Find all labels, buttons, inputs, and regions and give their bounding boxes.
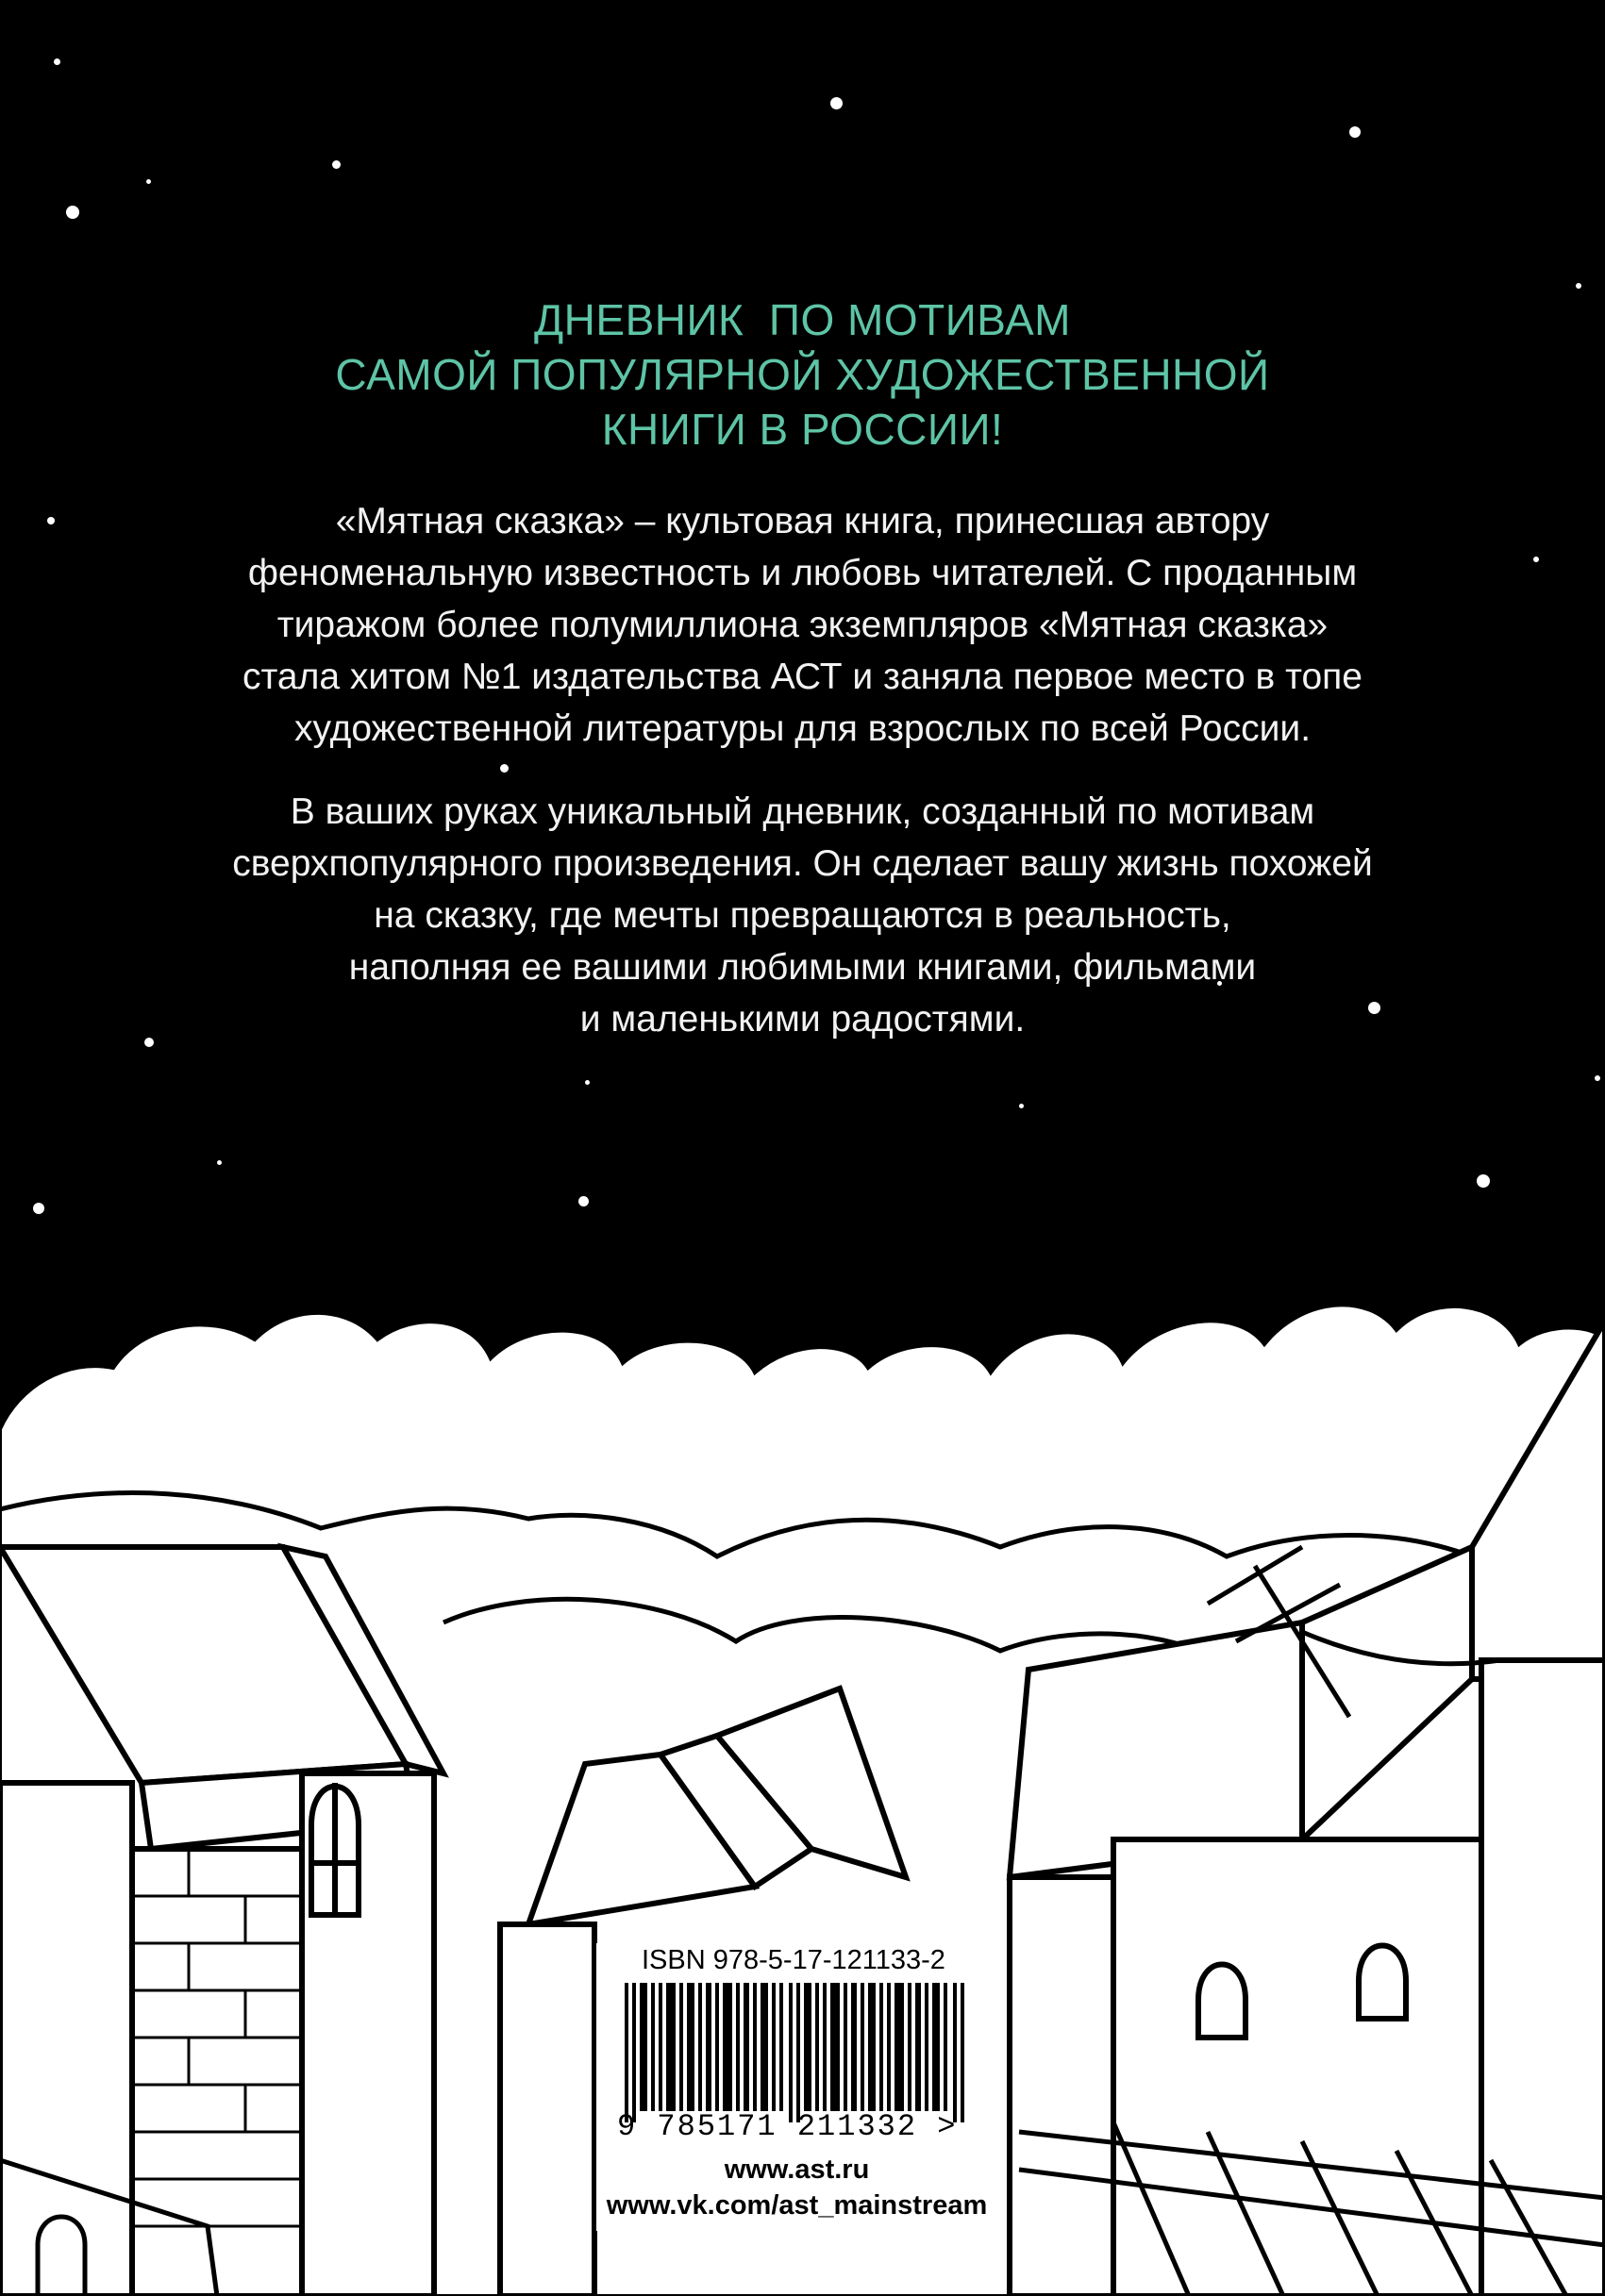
paragraph-line: сверхпопулярного произведения. Он сделает вашу жизнь похожей xyxy=(232,843,1373,884)
star xyxy=(146,179,151,184)
star xyxy=(585,1080,590,1085)
headline xyxy=(0,292,1605,457)
vk-link[interactable]: www.vk.com/ast_mainstream xyxy=(606,2190,988,2221)
website-link[interactable]: www.ast.ru xyxy=(724,2155,870,2185)
description-paragraph-1 xyxy=(0,495,1605,755)
star xyxy=(578,1196,589,1206)
star xyxy=(66,206,79,219)
paragraph-line: тиражом более полумиллиона экземпляров «Мятная сказка» xyxy=(276,605,1329,645)
star xyxy=(33,1203,44,1214)
description-paragraph-2 xyxy=(0,786,1605,1045)
paragraph-line: и маленькими радостями. xyxy=(579,999,1026,1040)
paragraph-line: В ваших руках уникальный дневник, созданный по мотивам xyxy=(290,791,1315,832)
star xyxy=(1477,1174,1490,1188)
star xyxy=(1349,126,1361,138)
barcode-box xyxy=(596,1943,997,2231)
paragraph-line: «Мятная сказка» – культовая книга, принесшая автору xyxy=(335,501,1270,541)
star xyxy=(1019,1104,1024,1108)
star xyxy=(1595,1075,1600,1081)
barcode-icon xyxy=(625,1983,966,2122)
paragraph-line: на сказку, где мечты превращаются в реальность, xyxy=(374,895,1231,936)
paragraph-line: наполняя ее вашими любимыми книгами, фильмами xyxy=(348,947,1257,988)
paragraph-line: художественной литературы для взрослых по всей России. xyxy=(293,708,1312,749)
star xyxy=(217,1160,222,1165)
headline-line: САМОЙ ПОПУЛЯРНОЙ ХУДОЖЕСТВЕННОЙ xyxy=(335,350,1270,399)
paragraph-line: феноменальную известность и любовь читателей. С проданным xyxy=(247,553,1358,593)
star xyxy=(54,58,60,65)
barcode-digits: 9 785171 211332 > xyxy=(617,2109,958,2144)
star xyxy=(500,764,509,773)
headline-line: ДНЕВНИК ПО МОТИВАМ xyxy=(534,295,1071,344)
star xyxy=(1576,283,1581,289)
star xyxy=(332,160,341,169)
headline-line: КНИГИ В РОССИИ! xyxy=(601,405,1004,454)
star xyxy=(830,97,843,109)
paragraph-line: стала хитом №1 издательства АСТ и заняла первое место в топе xyxy=(242,657,1363,697)
isbn-label: ISBN 978-5-17-121133-2 xyxy=(642,1945,945,1975)
